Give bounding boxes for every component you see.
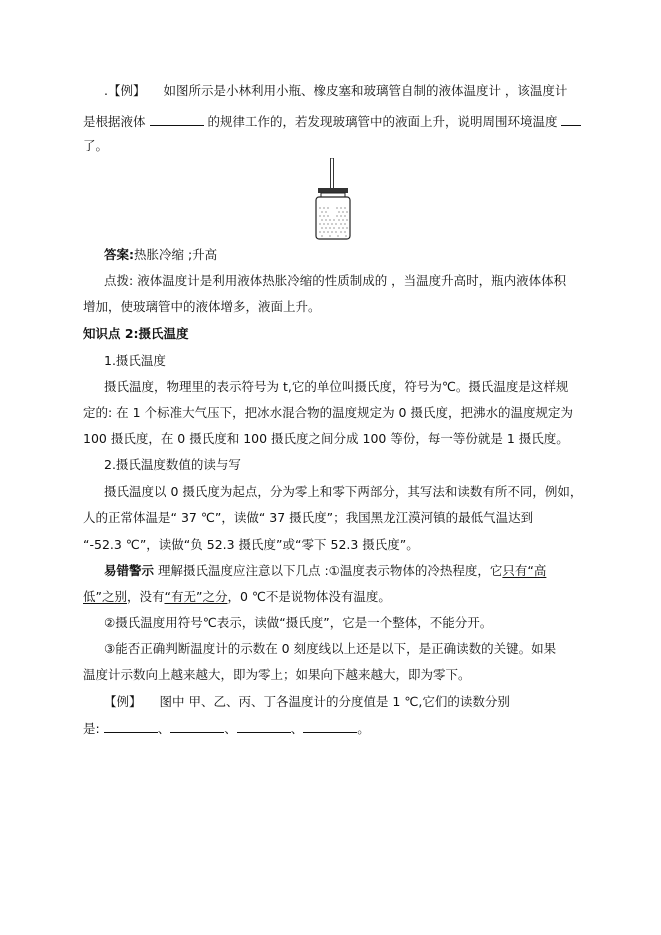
reading-blank-2[interactable] (170, 720, 224, 733)
warning-line1: 易错警示 理解摄氏温度应注意以下几点 :①温度表示物体的冷热程度，它只有“高 (104, 563, 547, 578)
hint-label: 点拨: (104, 273, 134, 288)
section-title: 知识点 2:摄氏温度 (83, 326, 189, 341)
sub1-p2: 定的: 在 1 个标准大气压下，把冰水混合物的温度规定为 0 摄氏度，把沸水的温度规定为 (83, 405, 573, 420)
reading-blank-3[interactable] (237, 720, 291, 733)
example1-line1 (104, 83, 567, 99)
sub1-p1: 摄氏温度，物理里的表示符号为 t,它的单位叫摄氏度，符号为℃。摄氏温度是这样规 (104, 379, 569, 394)
sub2-title: 2.摄氏温度数值的读与写 (104, 457, 241, 472)
reading-blank-1[interactable] (104, 720, 158, 733)
answer-value: 热胀冷缩 ;升高 (134, 247, 218, 262)
example2-line1: 【例】 图中 甲、乙、丙、丁各温度计的分度值是 1 ℃,它们的读数分别 (104, 694, 510, 709)
example2-line2: 是: 、 、 、 。 (83, 721, 370, 736)
sub2-p2: 人的正常体温是“ 37 ℃”，读做“ 37 摄氏度”；我国黑龙江漠河镇的最低气温达到 (83, 510, 534, 525)
example2-label: 【例】 (104, 694, 142, 709)
hint-line2: 增加，使玻璃管中的液体增多，液面上升。 (83, 299, 321, 314)
answer-blank-2[interactable] (561, 113, 581, 126)
warning-line5: 温度计示数向上越来越大，即为零上；如果向下越来越大，即为零下。 (83, 667, 471, 682)
example1-label: .【例】 (104, 83, 146, 98)
sub1-p3: 100 摄氏度，在 0 摄氏度和 100 摄氏度之间分成 100 等份，每一等份就是 1 摄氏度。 (83, 431, 569, 446)
warning-line4: ③能否正确判断温度计的示数在 0 刻度线以上还是以下，是正确读数的关键。如果 (104, 641, 557, 656)
example1-line2: 是根据液体 的规律工作的，若发现玻璃管中的液面上升，说明周围环境温度 (83, 113, 581, 130)
sub1-title: 1.摄氏温度 (104, 353, 166, 368)
warning-line3: ②摄氏温度用符号℃表示，读做“摄氏度”，它是一个整体，不能分开。 (104, 615, 493, 630)
sub2-p1: 摄氏温度以 0 摄氏度为起点，分为零上和零下两部分，其写法和读数有所不同，例如， (104, 484, 583, 499)
warning-line2: 低”之别，没有“有无”之分，0 ℃不是说物体没有温度。 (83, 589, 391, 604)
reading-blank-4[interactable] (303, 720, 357, 733)
liquid-thermometer-jar-icon (306, 158, 360, 242)
answer-label: 答案: (104, 247, 134, 262)
example1-line3: 了。 (83, 138, 109, 153)
answer-blank-1[interactable] (150, 113, 204, 126)
example1-text: 如图所示是小林利用小瓶、橡皮塞和玻璃管自制的液体温度计 ，该温度计 (163, 83, 568, 98)
sub2-p3: “-52.3 ℃”，读做“负 52.3 摄氏度”或“零下 52.3 摄氏度”。 (83, 537, 419, 552)
answer-line (104, 247, 217, 263)
warning-label: 易错警示 (104, 563, 155, 578)
hint-line1: 点拨: 液体温度计是利用液体热胀冷缩的性质制成的 ，当温度升高时，瓶内液体体积 (104, 273, 567, 288)
